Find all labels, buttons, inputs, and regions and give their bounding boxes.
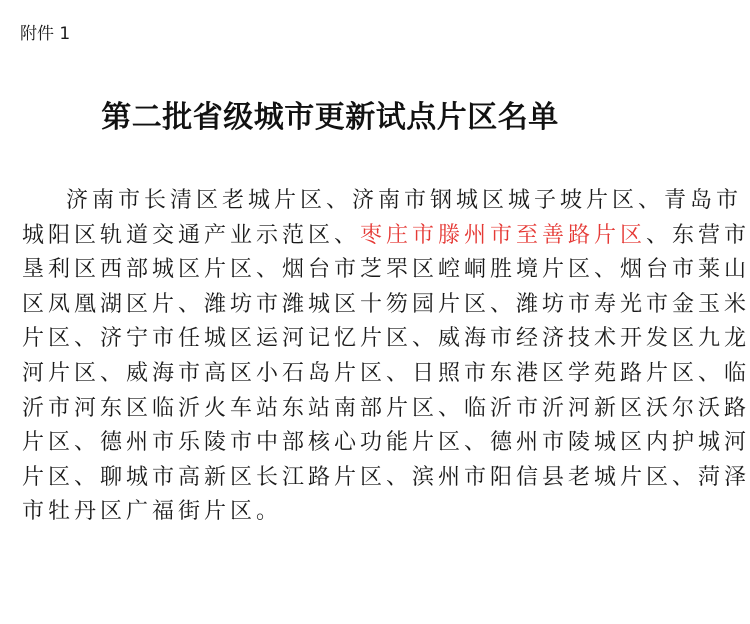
list-line-7: 沂市河东区临沂火车站东站南部片区、临沂市沂河新区沃尔沃路 bbox=[22, 395, 750, 421]
list-line-3: 垦利区西部城区片区、烟台市芝罘区崆峒胜境片区、烟台市莱山 bbox=[22, 257, 750, 283]
list-line-4: 区凤凰湖区片、潍坊市潍城区十笏园片区、潍坊市寿光市金玉米 bbox=[22, 291, 750, 317]
list-line-10: 市牡丹区广福街片区。 bbox=[22, 499, 283, 525]
attachment-label: 附件 1 bbox=[20, 24, 71, 44]
list-line-9: 片区、聊城市高新区长江路片区、滨州市阳信县老城片区、菏泽 bbox=[22, 464, 750, 490]
list-line-5: 片区、济宁市任城区运河记忆片区、威海市经济技术开发区九龙 bbox=[22, 326, 750, 352]
list-line-1: 济南市长清区老城片区、济南市钢城区城子坡片区、青岛市 bbox=[66, 188, 743, 213]
document-title: 第二批省级城市更新试点片区名单 bbox=[101, 100, 559, 135]
highlighted-area: 枣庄市滕州市至善路片区 bbox=[360, 222, 647, 248]
list-line-8: 片区、德州市乐陵市中部核心功能片区、德州市陵城区内护城河 bbox=[22, 430, 750, 456]
list-line-2-prefix: 城阳区轨道交通产业示范区、 bbox=[22, 222, 361, 248]
pilot-area-list bbox=[22, 184, 750, 530]
list-line-2-suffix: 、东营市 bbox=[646, 222, 750, 248]
list-line-6: 河片区、威海市高区小石岛片区、日照市东港区学苑路片区、临 bbox=[22, 360, 750, 386]
list-line-2 bbox=[22, 219, 750, 254]
